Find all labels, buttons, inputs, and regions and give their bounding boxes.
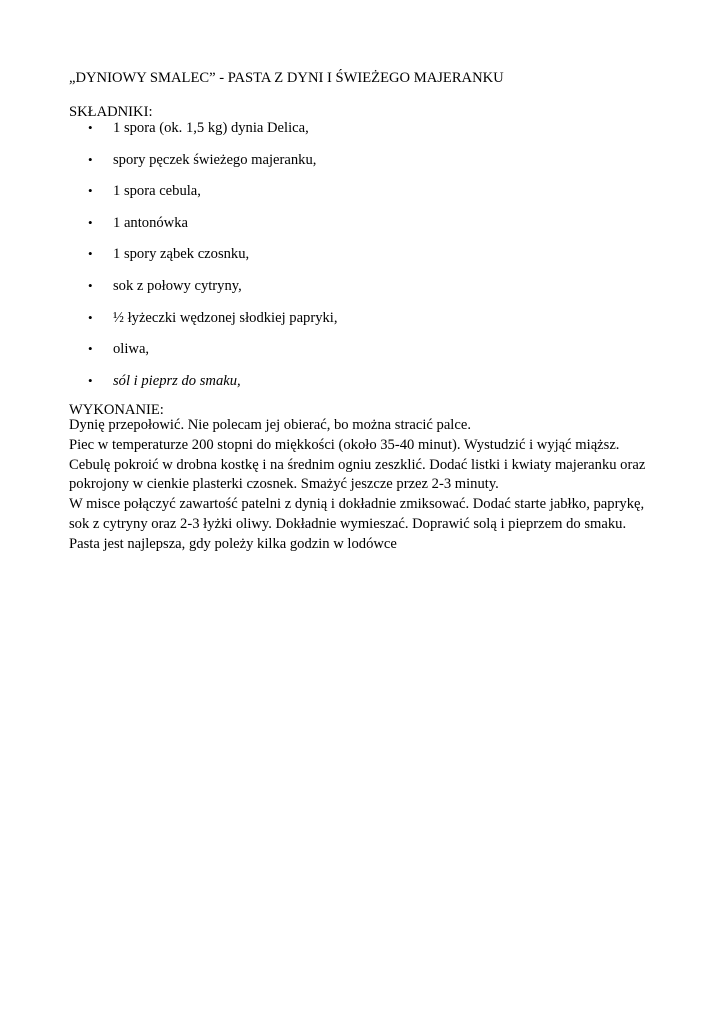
ingredient-text: 1 spory ząbek czosnku, [113,246,250,263]
method-heading: WYKONANIE: [69,402,164,418]
bullet-icon: • [88,341,93,357]
method-line: Cebulę pokroić w drobna kostkę i na średnim ogniu zeszklić. Dodać listki i kwiaty majeranku oraz [69,456,646,473]
bullet-icon: • [88,151,93,167]
ingredient-text: 1 antonówka [113,214,188,231]
method-line: Pasta jest najlepsza, gdy poleży kilka godzin w lodówce [69,535,397,552]
method-line: sok z cytryny oraz 2-3 łyżki oliwy. Dokładnie wymieszać. Doprawić solą i pieprzem do smaku. [69,515,627,532]
ingredient-text: 1 spora (ok. 1,5 kg) dynia Delica, [113,120,309,136]
ingredients-heading: SKŁADNIKI: [69,104,153,120]
method-line: W misce połączyć zawartość patelni z dynią i dokładnie zmiksować. Dodać starte jabłko, paprykę, [69,496,645,513]
bullet-icon: • [88,309,93,325]
bullet-icon: • [88,120,93,135]
bullet-icon: • [88,372,93,388]
bullet-icon: • [88,183,93,199]
ingredient-text: oliwa, [113,341,150,358]
ingredient-text: spory pęczek świeżego majeranku, [113,151,317,168]
method-line: Dynię przepołowić. Nie polecam jej obierać, bo można stracić palce. [69,417,471,433]
recipe-title: „DYNIOWY SMALEC” - PASTA Z DYNI I ŚWIEŻEGO MAJERANKU [69,70,504,86]
bullet-icon: • [88,246,93,262]
ingredient-text: sok z połowy cytryny, [113,277,242,294]
method-line: Piec w temperaturze 200 stopni do miękkości (około 35-40 minut). Wystudzić i wyjąć miąższ. [69,436,620,453]
bullet-icon: • [88,277,93,293]
method-line: pokrojony w cienkie plasterki czosnek. Smażyć jeszcze przez 2-3 minuty. [69,476,499,493]
bullet-icon: • [88,214,93,230]
ingredient-text: ½ łyżeczki wędzonej słodkiej papryki, [113,309,338,326]
method-text [69,416,669,555]
ingredient-text: sól i pieprz do smaku, [113,372,241,389]
ingredient-text: 1 spora cebula, [113,183,201,200]
